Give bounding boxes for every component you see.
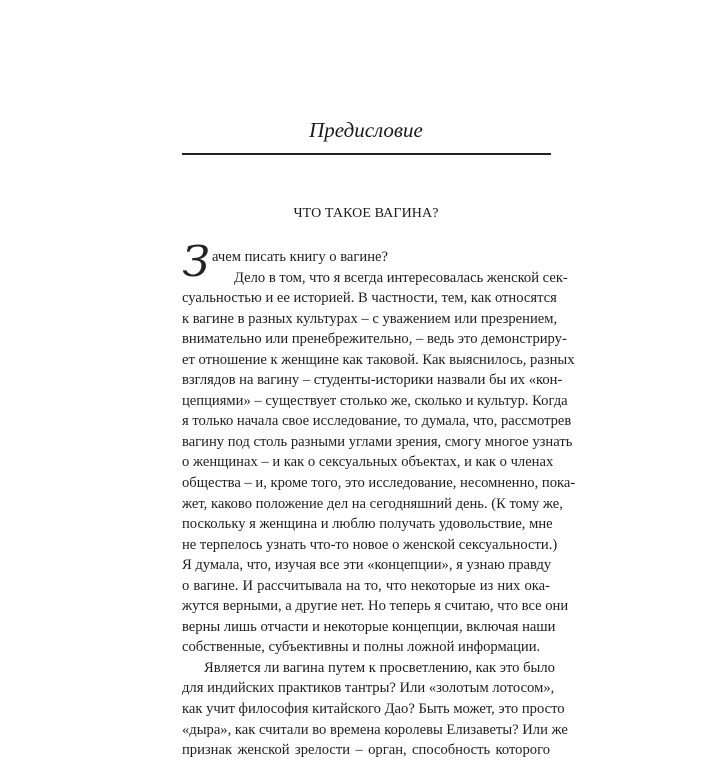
text-line: о женщинах – и как о сексуальных объектах, и как о членах — [182, 454, 554, 471]
text-line: ачем писать книгу о вагине? — [212, 249, 388, 265]
text-line: о вагине. И рассчитывала на то, что некоторые из них ока- — [182, 577, 550, 594]
text-line: вагину под столь разными углами зрения, смогу многое узнать — [182, 433, 573, 450]
text-line: как учит философия китайского Дао? Быть может, это просто — [182, 701, 565, 718]
text-line: верны лишь отчасти и некоторые концепции, включая наши — [182, 618, 556, 635]
body-text — [182, 247, 576, 761]
text-line: не терпелось узнать что-то новое о женской сексуальности.) — [182, 536, 558, 553]
text-line: взглядов на вагину – студенты-историки назвали бы их «кон- — [182, 372, 563, 389]
text-line: я только начала свое исследование, то думала, что, рассмотрев — [182, 413, 572, 430]
text-line: Дело в том, что я всегда интересовалась женской сек- — [234, 269, 568, 286]
text-line: «дыра», как считали во времена королевы Елизаветы? Или же — [182, 721, 568, 738]
text-line: суальностью и ее историей. В частности, тем, как относятся — [182, 290, 557, 307]
text-line: к вагине в разных культурах – с уважением или презрением, — [182, 310, 558, 327]
text-line: признак женской зрелости – орган, способность которого — [182, 742, 550, 759]
drop-cap: З — [182, 237, 210, 286]
text-line: собственные, субъективны и полны ложной информации. — [182, 639, 541, 656]
text-line: для индийских практиков тантры? Или «золотым лотосом», — [182, 680, 555, 697]
text-line: общества – и, кроме того, это исследование, несомненно, пока- — [182, 475, 576, 492]
text-line: поскольку я женщина и люблю получать удовольствие, мне — [182, 516, 553, 533]
text-line: жет, каково положение дел на сегодняшний день. (К тому же, — [182, 495, 563, 512]
section-heading: ЧТО ТАКОЕ ВАГИНА? — [293, 206, 439, 221]
text-line: ет отношение к женщине как таковой. Как выяснилось, разных — [182, 351, 575, 368]
chapter-title: Предисловие — [309, 118, 423, 142]
text-line: Я думала, что, изучая все эти «концепции», я узнаю правду — [182, 557, 552, 574]
text-line: жутся верными, а другие нет. Но теперь я считаю, что все они — [182, 598, 569, 615]
text-line: Является ли вагина путем к просветлению, как это было — [204, 659, 555, 676]
text-line: внимательно или пренебрежительно, – ведь это демонстриру- — [182, 331, 567, 348]
title-rule — [182, 153, 551, 155]
text-line: цепциями» – существует столько же, сколько и культур. Когда — [182, 392, 568, 409]
